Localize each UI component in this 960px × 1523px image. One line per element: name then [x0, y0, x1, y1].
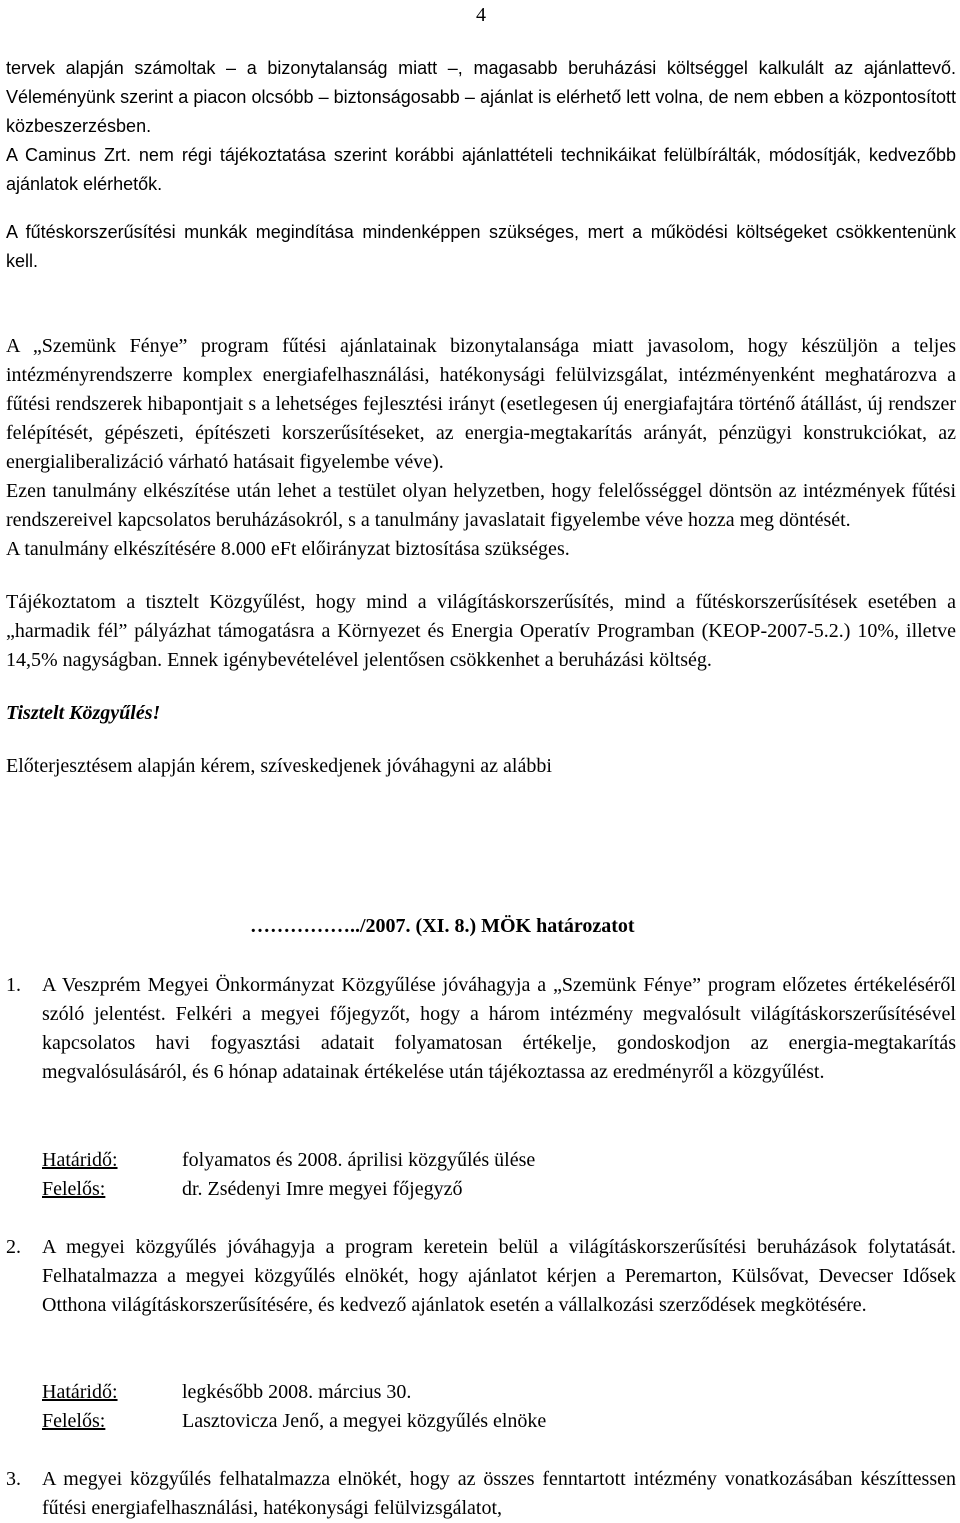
item-2-meta — [42, 1378, 546, 1436]
intro-section — [6, 54, 956, 276]
approval-request: Előterjesztésem alapján kérem, szíveskedjenek jóváhagyni az alábbi — [6, 755, 552, 777]
item-text: A megyei közgyűlés felhatalmazza elnökét, hogy az összes fenntartott intézmény vonatkozásában készíttessen fűtési energiafelhasználási, hatékonysági felülvizsgálatot, — [42, 1468, 956, 1519]
responsible-value: dr. Zsédenyi Imre megyei főjegyző — [182, 1178, 463, 1200]
paragraph-study-budget: A tanulmány elkészítésére 8.000 eFt előirányzat biztosítása szükséges. — [6, 538, 570, 560]
item-number: 1. — [6, 974, 21, 996]
paragraph-study-proposal: A „Szemünk Fénye” program fűtési ajánlatainak bizonytalansága miatt javasolom, hogy készüljön a teljes intézményrendszerre komplex energiafelhasználási, hatékonysági felülvizsgálat, intézményenként meghatározva a fűtési rendszerek hibapontjait s a lehetséges fejlesztési irányt (esetlegesen új energiafajtára történő átállást, új rendszer felépítését, gépészeti, építészeti korszerűsítéseket, az energia-megtakarítás arányát, pénzügyi konstrukciókat, az energialiberalizáció várható hatásait figyelembe véve). — [6, 335, 956, 473]
deadline-value: folyamatos és 2008. áprilisi közgyűlés ülése — [182, 1149, 536, 1171]
item-1-meta — [42, 1146, 535, 1204]
responsible-label: Felelős: — [42, 1410, 106, 1432]
resolution-item-2 — [6, 1233, 956, 1320]
proposal-section — [6, 332, 956, 781]
paragraph-heating-needed: A fűtéskorszerűsítési munkák megindítása mindenképpen szükséges, mert a működési költségeket csökkentenünk kell. — [6, 222, 956, 271]
deadline-value: legkésőbb 2008. március 30. — [182, 1381, 412, 1403]
deadline-label: Határidő: — [42, 1149, 118, 1171]
resolution-item-3 — [6, 1465, 956, 1523]
paragraph-estimate: tervek alapján számoltak – a bizonytalanság miatt –, magasabb beruházási költséggel kalkulált az ajánlattevő. Véleményünk szerint a piacon olcsóbb – biztonságosabb – ajánlat is elérhető lett volna, de nem ebben a központosított közbeszerzésben. — [6, 58, 956, 136]
item-number: 2. — [6, 1236, 21, 1258]
resolution-item-1 — [6, 971, 956, 1087]
responsible-label: Felelős: — [42, 1178, 106, 1200]
deadline-label: Határidő: — [42, 1381, 118, 1403]
paragraph-keop-info: Tájékoztatom a tisztelt Közgyűlést, hogy mind a világításkorszerűsítés, mind a fűtéskorszerűsítések esetében a „harmadik fél” pályázhat támogatásra a Környezet és Energia Operatív Programban (KEOP-2007-5.2.) 10%, illetve 14,5% nagyságban. Ennek igénybevételével jelentősen csökkenhet a beruházási költség. — [6, 591, 956, 671]
salutation: Tisztelt Közgyűlés! — [6, 702, 161, 724]
resolution-title: ……………../2007. (XI. 8.) MÖK határozatot — [250, 915, 635, 937]
page-number: 4 — [476, 4, 486, 26]
responsible-value: Lasztovicza Jenő, a megyei közgyűlés elnöke — [182, 1410, 547, 1432]
paragraph-caminus: A Caminus Zrt. nem régi tájékoztatása szerint korábbi ajánlattételi technikáikat felülbírálták, módosítják, kedvezőbb ajánlatok elérhetők. — [6, 145, 956, 194]
item-text: A Veszprém Megyei Önkormányzat Közgyűlése jóváhagyja a „Szemünk Fénye” program előzetes értékeléséről szóló jelentést. Felkéri a megyei főjegyzőt, hogy a három intézmény megvalósult világításkorszerűsítésével kapcsolatos havi fogyasztási adatait folyamatosan értékelje, gondoskodjon az energia-megtakarítás megvalósulásáról, és 6 hónap adatainak értékelése után tájékoztassa az eredményről a közgyűlést. — [42, 974, 956, 1083]
paragraph-study-decision: Ezen tanulmány elkészítése után lehet a testület olyan helyzetben, hogy felelősséggel döntsön az intézmények fűtési rendszereivel kapcsolatos beruházásokról, s a tanulmány javaslatait figyelembe véve hozza meg döntését. — [6, 480, 956, 531]
item-number: 3. — [6, 1468, 21, 1490]
item-text: A megyei közgyűlés jóváhagyja a program keretein belül a világításkorszerűsítési beruházások folytatását. Felhatalmazza a megyei közgyűlés elnökét, hogy ajánlatot kérjen a Peremarton, Külsővat, Devecser Idősek Otthona világításkorszerűsítésére, és kedvező ajánlatok esetén a vállalkozási szerződések megkötésére. — [42, 1236, 956, 1316]
